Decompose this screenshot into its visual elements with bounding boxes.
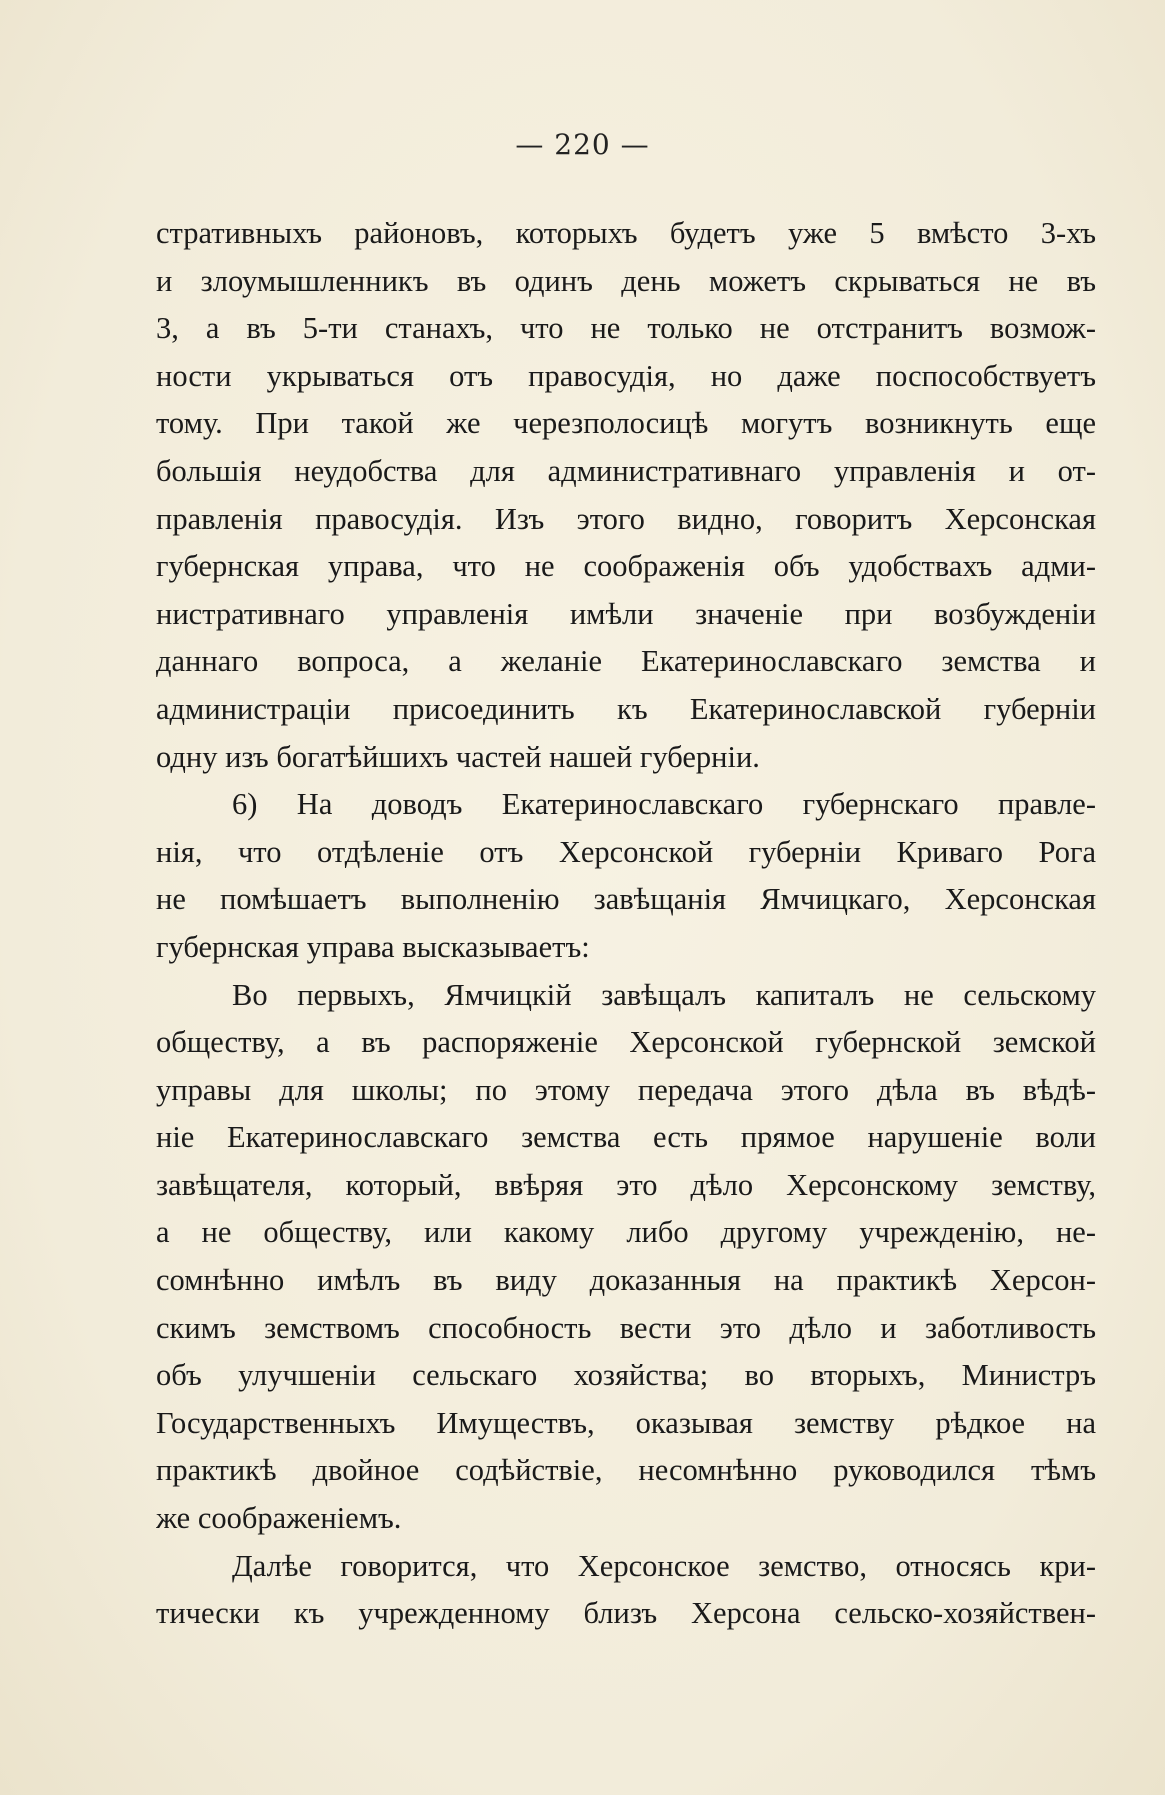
text-line: сомнѣнно имѣлъ въ виду доказанныя на практикѣ Херсон- [156, 1263, 1096, 1298]
text-line: завѣщателя, который, ввѣряя это дѣло Херсонскому земству, [156, 1167, 1096, 1202]
text-line: скимъ земствомъ способность вести это дѣло и заботливость [156, 1310, 1096, 1345]
text-line: а не обществу, или какому либо другому учрежденію, не- [156, 1215, 1096, 1250]
text-line: администраціи присоединить къ Екатеринославской губерніи [156, 691, 1096, 726]
text-line: Далѣе говорится, что Херсонское земство, относясь кри- [232, 1548, 1096, 1583]
text-line: нія, что отдѣленіе отъ Херсонской губерніи Криваго Рога [156, 834, 1096, 869]
body-text [156, 210, 1096, 1638]
text-line: практикѣ двойное содѣйствіе, несомнѣнно руководился тѣмъ [156, 1453, 1096, 1488]
text-line: 3, а въ 5-ти станахъ, что не только не отстранитъ возмож- [156, 311, 1096, 346]
text-line: тому. При такой же черезполосицѣ могутъ возникнуть еще [156, 406, 1096, 441]
page-number: — 220 — [515, 128, 650, 161]
text-line: губернская управа высказываетъ: [156, 929, 590, 964]
text-line: же соображеніемъ. [156, 1501, 402, 1536]
text-line: Государственныхъ Имуществъ, оказывая земству рѣдкое на [156, 1405, 1096, 1440]
text-line: Во первыхъ, Ямчицкій завѣщалъ капиталъ не сельскому [232, 977, 1096, 1012]
text-line: обществу, а въ распоряженіе Херсонской губернской земской [156, 1025, 1096, 1060]
text-line: нистративнаго управленія имѣли значеніе при возбужденіи [156, 596, 1096, 631]
text-line: ности укрываться отъ правосудія, но даже поспособствуетъ [156, 358, 1096, 393]
text-line: даннаго вопроса, а желаніе Екатеринославскаго земства и [156, 644, 1096, 679]
text-line: объ улучшеніи сельскаго хозяйства; во вторыхъ, Министръ [156, 1358, 1096, 1393]
text-line: большія неудобства для административнаго управленія и от- [156, 453, 1096, 488]
text-line: тически къ учрежденному близъ Херсона сельско-хозяйствен- [156, 1596, 1096, 1631]
text-line: губернская управа, что не соображенія объ удобствахъ адми- [156, 549, 1096, 584]
text-line: ніе Екатеринославскаго земства есть прямое нарушеніе воли [156, 1120, 1096, 1155]
text-line: стративныхъ районовъ, которыхъ будетъ уже 5 вмѣсто 3-хъ [156, 216, 1096, 250]
text-line: не помѣшаетъ выполненію завѣщанія Ямчицкаго, Херсонская [156, 882, 1096, 917]
text-line: одну изъ богатѣйшихъ частей нашей губерніи. [156, 739, 760, 774]
text-line: и злоумышленникъ въ одинъ день можетъ скрываться не въ [156, 263, 1096, 298]
text-line: управы для школы; по этому передача этого дѣла въ вѣдѣ- [156, 1072, 1096, 1107]
text-line: правленія правосудія. Изъ этого видно, говоритъ Херсонская [156, 501, 1096, 536]
text-line: 6) На доводъ Екатеринославскаго губернскаго правле- [232, 787, 1096, 822]
